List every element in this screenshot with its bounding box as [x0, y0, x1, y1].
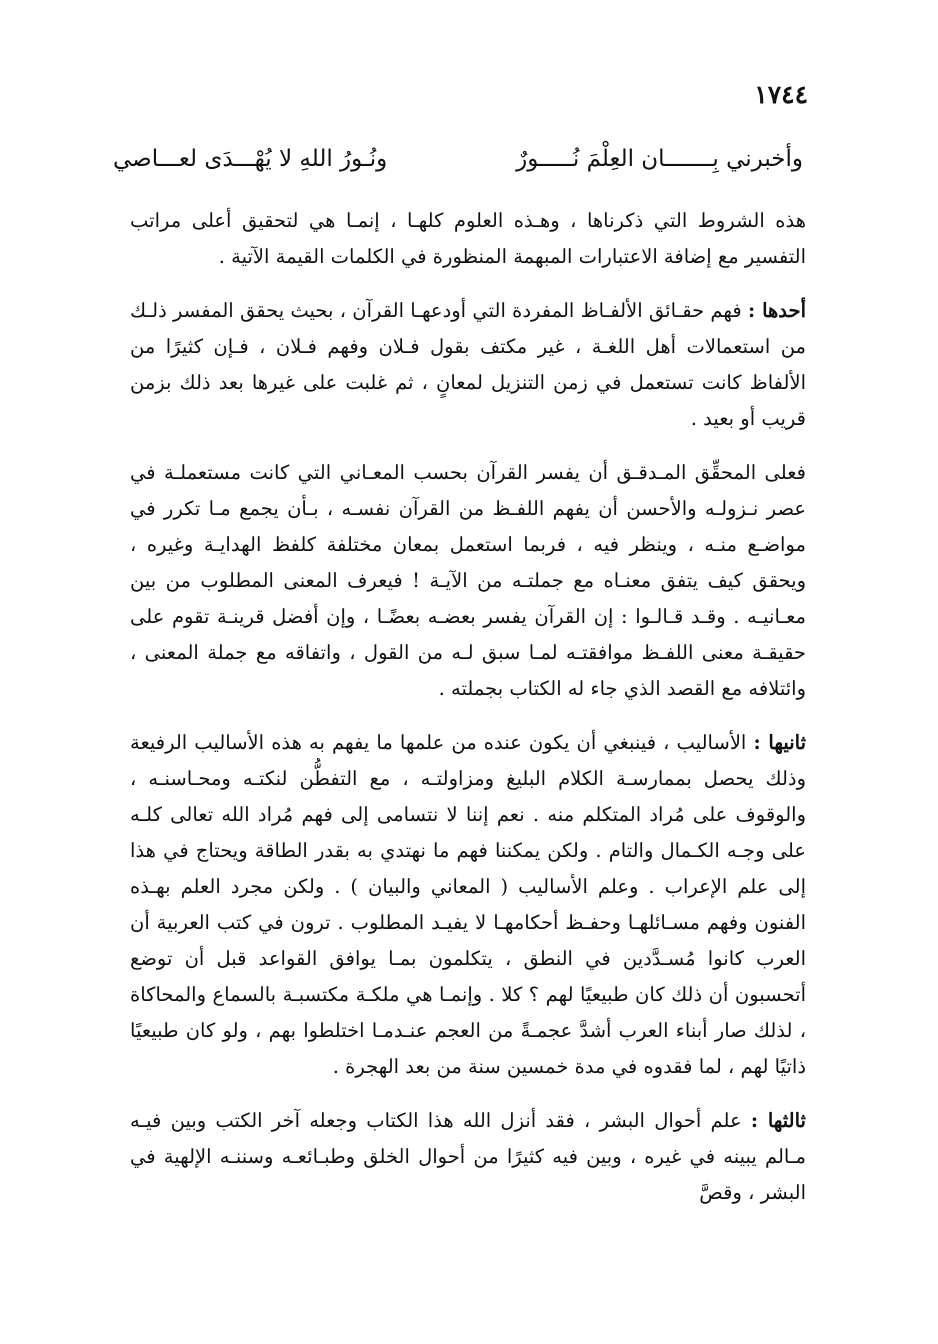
paragraph-lead: أحدها : — [748, 299, 806, 322]
paragraph-text: فهم حقـائق الألفـاظ المفردة التي أودعهـا القرآن ، بحيث يحقق المفسر ذلـك من استعمالات أهل اللغـة ، غير مكتف بقول فـلان وفهم فـلان ، فـإن كثيرًا من الألفاظ كانت تستعمل في زمن التنزيل لمعانٍ ، ثم غلبت على غيرها بعد ذلك بزمن قريب أو بعيد . — [130, 299, 806, 430]
paragraph-text: الأساليب ، فينبغي أن يكون عنده من علمها ما يفهم به هذه الأساليب الرفيعة وذلك يحصل بممارسـة الكلام البليغ ومزاولتـه ، مع التفطُّن لنكتـه ومحـاسنـه ، والوقوف على مُراد المتكلم منه . نعم إننا لا نتسامى إلى فهم مُراد الله تعالى كلـه على وجـه الكـمال والتام . ولكن يمكننا فهم ما نهتدي به بقدر الطاقة ويحتاج في هذا إلى علم الإعراب . وعلم الأساليب ( المعاني والبيان ) . ولكن مجرد العلم بهـذه الفنون وفهم مسـائلهـا وحفـظ أحكامهـا لا يفيـد المطلوب . ترون في كتب العربية أن العرب كانوا مُسـدَّدين في النطق ، يتكلمون بمـا يوافق القواعد قبل أن توضع أتحسبون أن ذلك كان طبيعيًا لهم ؟ كلا . وإنمـا هي ملكـة مكتسبـة بالسماع والمحاكاة ، لذلك صار أبناء العرب أشدَّ عجمـةً من العجم عنـدمـا اختلطوا بهم ، ولو كان طبيعيًا ذاتيًا لهم ، لما فقدوه في مدة خمسين سنة من بعد الهجرة . — [130, 731, 806, 1078]
paragraph-intro — [130, 203, 806, 275]
paragraph-second-condition — [130, 725, 806, 1085]
page-number: ١٧٤٤ — [754, 80, 808, 109]
poetry-verse — [113, 146, 803, 186]
paragraph-lead: ثانيها : — [753, 731, 806, 754]
paragraph-third-condition — [130, 1103, 806, 1211]
paragraph-first-condition — [130, 293, 806, 437]
body-text — [130, 203, 806, 1229]
verse-second-hemistich: ونُـورُ اللهِ لا يُهْـــدَى لعـــاصي — [113, 146, 388, 172]
paragraph-lead: ثالثها : — [750, 1109, 806, 1132]
verse-first-hemistich: وأخبرني بِـــــــان العِلْمَ نُـــــورٌ — [516, 146, 803, 172]
paragraph-verifier — [130, 455, 806, 707]
paragraph-text: فعلى المحقِّق المـدقـق أن يفسر القرآن بحسب المعـاني التي كانت مستعملـة في عصر نـزولـه والأحسن أن يفهم اللفـظ من القرآن نفسـه ، بـأن يجمع مـا تكرر في مواضـع منـه ، وينظر فيه ، فربما استعمل بمعان مختلفة كلفظ الهدايـة وغيره ، ويحقق كيف يتفق معنـاه مع جملتـه من الآيـة ! فيعرف المعنى المطلوب من بين معـانيـه . وقـد قـالـوا : إن القرآن يفسر بعضـه بعضًـا ، وإن أفضل قرينـة تقوم على حقيقـة معنى اللفـظ موافقتـه لمـا سبق لـه من القول ، واتفاقه مع جملة المعنى ، وائتلافه مع القصد الذي جاء له الكتاب بجملته . — [130, 461, 806, 700]
paragraph-text: علم أحوال البشر ، فقد أنزل الله هذا الكتاب وجعله آخر الكتب وبين فيـه مـالم يبينه في غيره ، وبين فيه كثيرًا من أحوال الخلق وطبـائعـه وسننـه الإلهية في البشر ، وقصَّ — [130, 1109, 806, 1204]
paragraph-text: هذه الشروط التي ذكرناها ، وهـذه العلوم كلهـا ، إنمـا هي لتحقيق أعلى مراتب التفسير مع إضافة الاعتبارات المبهمة المنظورة في الكلمات القيمة الآتية . — [130, 209, 806, 268]
